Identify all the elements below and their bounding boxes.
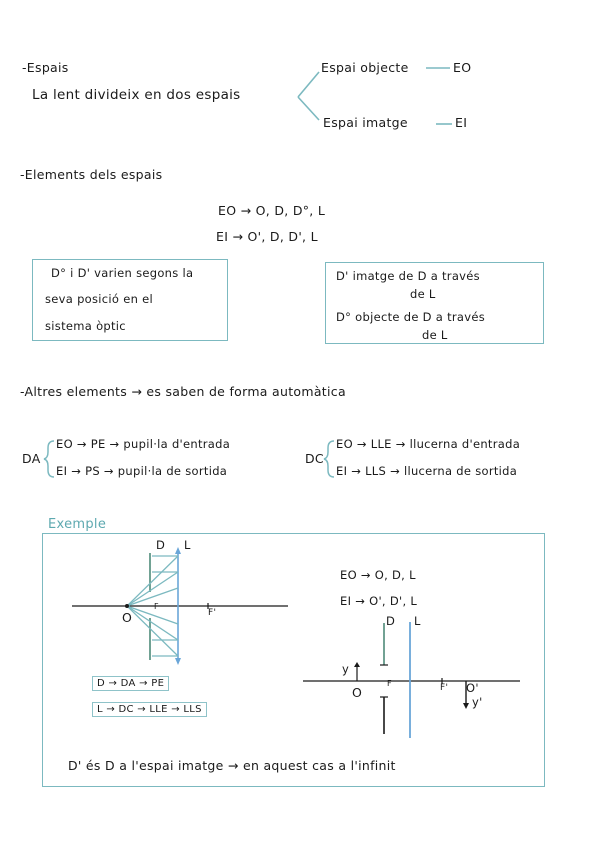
lens-divides-sentence: La lent divideix en dos espais (32, 87, 241, 103)
note-left-line3: sistema òptic (45, 319, 126, 333)
example-box (42, 533, 545, 787)
da-row-exit-pupil: EI → PS → pupil·la de sortida (56, 464, 228, 478)
note-right-line1: D' imatge de D a través (336, 269, 480, 283)
diagram-right-fprime-label: F' (440, 683, 449, 693)
diagram-right-l-label: L (414, 614, 421, 628)
object-space-label: Espai objecte (321, 60, 409, 75)
da-row-entrance-pupil: EO → PE → pupil·la d'entrada (56, 437, 231, 451)
diagram-right-oprime-label: O' (466, 681, 479, 695)
note-left-line2: seva posició en el (45, 292, 153, 306)
note-box-right (325, 262, 544, 344)
eo-elements-equation: EO → O, D, D°, L (218, 203, 326, 218)
chip-d-da-pe: D → DA → PE (92, 676, 169, 691)
dc-row-exit-window: EI → LLS → llucerna de sortida (336, 464, 518, 478)
note-right-line2: de L (410, 287, 436, 301)
example-footer-note: D' és D a l'espai imatge → en aquest cas a l'infinit (68, 758, 396, 773)
image-space-label: Espai imatge (323, 115, 408, 130)
diagram-left-d-label: D (156, 538, 166, 552)
example-ei-equation: EI → O', D', L (340, 594, 418, 608)
dc-label: DC (305, 451, 324, 466)
object-space-abbr: EO (453, 60, 472, 75)
diagram-right-y-label: y (342, 662, 350, 676)
note-box-left (32, 259, 228, 341)
example-title: Exemple (48, 517, 107, 532)
diagram-right-yprime-label: y' (472, 695, 483, 709)
diagram-left-l-label: L (184, 538, 191, 552)
diagram-left-fprime-label: F' (208, 608, 217, 618)
ei-elements-equation: EI → O', D, D', L (216, 229, 318, 244)
diagram-left-f-label: F (154, 602, 159, 611)
example-eo-equation: EO → O, D, L (340, 568, 416, 582)
diagram-right-o-label: O (352, 685, 363, 700)
note-left-line1: D° i D' varien segons la (51, 266, 194, 280)
note-right-line4: de L (422, 328, 448, 342)
chip-l-dc-lle-lls: L → DC → LLE → LLS (92, 702, 207, 717)
section-elements-heading: -Elements dels espais (20, 167, 163, 182)
da-label: DA (22, 451, 41, 466)
section-espais-heading: -Espais (22, 60, 69, 75)
image-space-abbr: EI (455, 115, 468, 130)
dc-row-entrance-window: EO → LLE → llucerna d'entrada (336, 437, 521, 451)
note-right-line3: D° objecte de D a través (336, 310, 486, 324)
diagram-right-d-label: D (386, 614, 396, 628)
section-other-elements-heading: -Altres elements → es saben de forma automàtica (20, 384, 346, 399)
diagram-left-o-label: O (122, 610, 133, 625)
diagram-right-f-label: F (387, 679, 392, 688)
